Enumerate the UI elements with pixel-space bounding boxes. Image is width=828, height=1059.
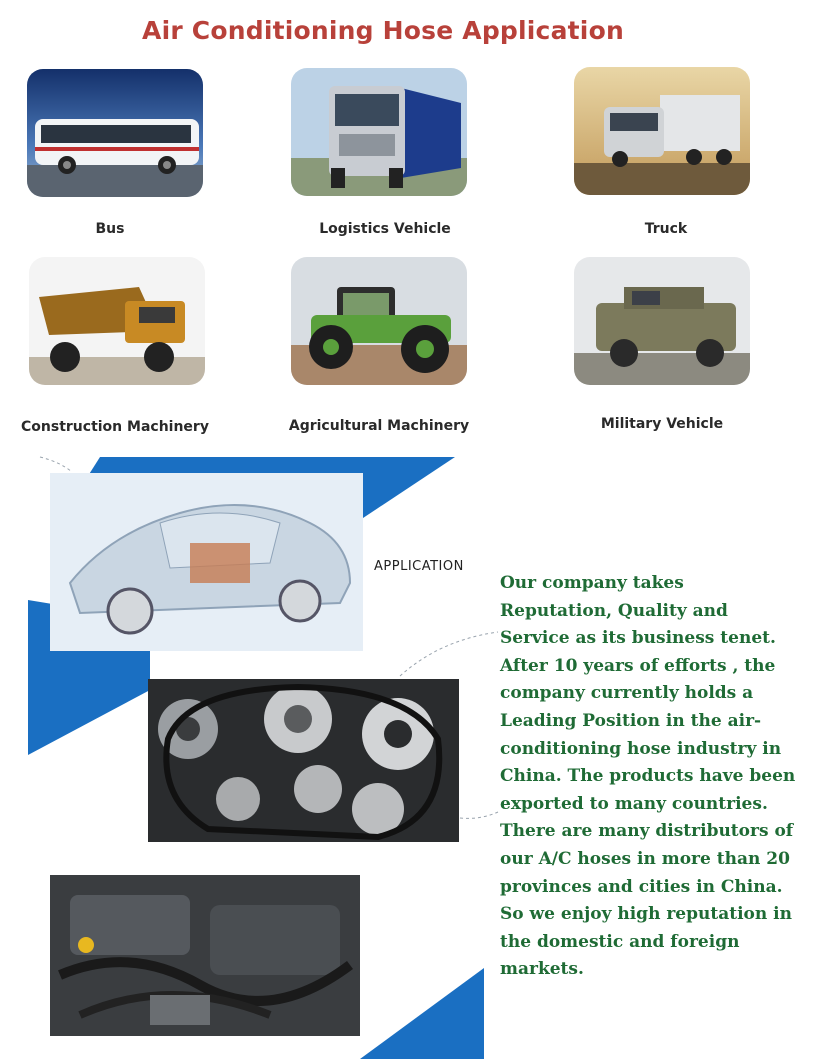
- caption-construction-machinery: Construction Machinery: [21, 419, 209, 435]
- company-description: Our company takes Reputation, Quality and Service as its business tenet. After 10 years of efforts , the company currently holds a Leading Position in the air-conditioning hose industry in China. The products have been exported to many countries. There are many distributors of our A/C hoses in more than 20 provinces and cities in China. So we enjoy high reputation in the domestic and foreign markets.: [500, 573, 796, 980]
- dump-truck-photo: [29, 257, 205, 385]
- application-label: APPLICATION: [374, 559, 464, 574]
- engine-belt-photo: [148, 679, 459, 842]
- caption-bus: Bus: [95, 221, 125, 237]
- tractor-photo: [291, 257, 467, 385]
- caption-logistics-vehicle: Logistics Vehicle: [319, 221, 451, 237]
- caption-truck: Truck: [644, 221, 688, 237]
- caption-agricultural-machinery: Agricultural Machinery: [288, 418, 470, 434]
- semi-truck-photo: [291, 68, 467, 196]
- humvee-photo: [574, 257, 750, 385]
- page-title: Air Conditioning Hose Application: [142, 16, 624, 45]
- bus-photo: [27, 69, 203, 197]
- engine-bay-photo: [50, 875, 360, 1036]
- truck-photo: [574, 67, 750, 195]
- car-cutaway-photo: [50, 473, 363, 651]
- caption-military-vehicle: Military Vehicle: [600, 416, 724, 432]
